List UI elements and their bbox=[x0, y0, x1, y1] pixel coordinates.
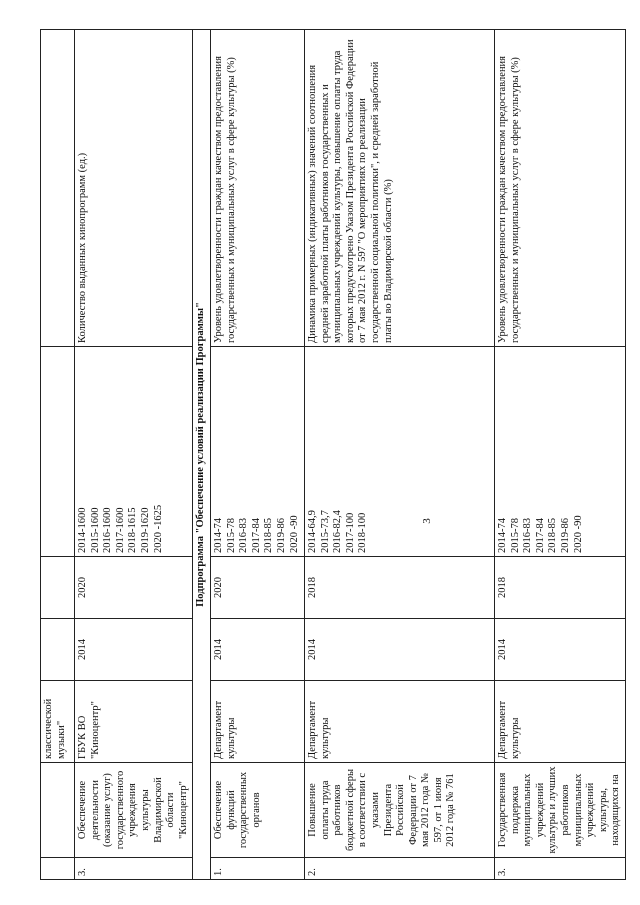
cell-indicator: Динамика примерных (индикативных) значений соотношения средней заработной платы работников государственных и муниципальных учреждений культуры, повышение оплаты труда которых предусмотрено Указом Президента Российской Федерации от 7 мая 2012 г. N 597 "О мероприятиях по реализации государственной социальной политики", и средней заработной платы во Владимирской области (%) bbox=[304, 30, 494, 347]
cell-start: 2014 bbox=[210, 619, 304, 681]
table-row-continued bbox=[41, 30, 75, 880]
cell-num bbox=[41, 858, 75, 880]
cell-indicator: Уровень удовлетворенности граждан качеством предоставления государственных и муниципальных услуг в сфере культуры (%) bbox=[210, 30, 304, 347]
value-line: 2020 -1625 bbox=[152, 504, 164, 553]
value-line: 2015-1600 bbox=[89, 507, 101, 553]
value-line: 2016-82,4 bbox=[332, 510, 344, 553]
cell-end: 2018 bbox=[494, 557, 625, 619]
value-line: 2019-86 bbox=[275, 518, 287, 553]
cell-end: 2018 bbox=[304, 557, 494, 619]
value-line: 2020 -90 bbox=[572, 515, 584, 553]
cell-values bbox=[41, 347, 75, 557]
value-line: 2018-1615 bbox=[127, 507, 139, 553]
table-row bbox=[494, 30, 625, 880]
cell-values bbox=[304, 347, 494, 557]
value-line: 2015-78 bbox=[509, 518, 521, 553]
program-table bbox=[40, 29, 626, 880]
cell-executor: Департамент культуры bbox=[210, 681, 304, 763]
cell-num: 1. bbox=[210, 858, 304, 880]
cell-executor: классической музыки" bbox=[41, 681, 75, 763]
value-line: 2015-78 bbox=[225, 518, 237, 553]
value-line: 2020 -90 bbox=[288, 515, 300, 553]
cell-start bbox=[41, 619, 75, 681]
cell-start: 2014 bbox=[75, 619, 193, 681]
cell-values bbox=[210, 347, 304, 557]
cell-name bbox=[41, 763, 75, 858]
value-line: 2018-85 bbox=[547, 518, 559, 553]
value-line: 2018-85 bbox=[263, 518, 275, 553]
cell-name: Обеспечение функций государственных органов bbox=[210, 763, 304, 858]
cell-executor: Департамент культуры bbox=[494, 681, 625, 763]
table-row bbox=[75, 30, 193, 880]
subprogram-row bbox=[193, 30, 211, 880]
cell-num: 3. bbox=[494, 858, 625, 880]
subprogram-title: Подпрограмма "Обеспечение условий реализации Программы" bbox=[193, 30, 211, 880]
value-line: 2014-64,9 bbox=[306, 510, 318, 553]
cell-num: 3. bbox=[75, 858, 193, 880]
value-line: 2017-84 bbox=[250, 518, 262, 553]
cell-end: 2020 bbox=[210, 557, 304, 619]
value-line: 2016-83 bbox=[522, 518, 534, 553]
cell-name: Государственная поддержка муниципальных учреждений культуры и лучших работников муниципальных учреждений культуры, находящихся на bbox=[494, 763, 625, 858]
value-line: 2017-1600 bbox=[114, 507, 126, 553]
cell-name: Обеспечение деятельности (оказание услуг) государственного учреждения культуры Владимирской области "Киноцентр" bbox=[75, 763, 193, 858]
value-line: 2016-1600 bbox=[102, 507, 114, 553]
cell-end bbox=[41, 557, 75, 619]
cell-indicator bbox=[41, 30, 75, 347]
cell-executor: Департамент культуры bbox=[304, 681, 494, 763]
value-line: 2014-1600 bbox=[77, 507, 88, 553]
cell-indicator: Уровень удовлетворенности граждан качеством предоставления государственных и муниципальных услуг в сфере культуры (%) bbox=[494, 30, 625, 347]
value-line: 2017-100 bbox=[344, 512, 356, 553]
cell-name: Повышение оплаты труда работников бюджетной сферы в соответствии с указами Президента Российской Федерации от 7 мая 2012 года № 597, от 1 июня 2012 года № 761 bbox=[304, 763, 494, 858]
cell-start: 2014 bbox=[494, 619, 625, 681]
value-line: 2015-73,7 bbox=[319, 510, 331, 553]
rotated-table-wrapper bbox=[40, 30, 622, 880]
value-line: 2019-86 bbox=[559, 518, 571, 553]
value-line: 2017-84 bbox=[534, 518, 546, 553]
value-line: 2014-74 bbox=[212, 518, 224, 553]
value-line: 2018-100 bbox=[357, 512, 369, 553]
cell-values bbox=[75, 347, 193, 557]
table-row bbox=[304, 30, 494, 880]
cell-indicator: Количество выданных кинопрограмм (ед.) bbox=[75, 30, 193, 347]
cell-values bbox=[494, 347, 625, 557]
table-row bbox=[210, 30, 304, 880]
cell-executor: ГБУК ВО "Киноцентр" bbox=[75, 681, 193, 763]
value-line: 2014-74 bbox=[496, 518, 508, 553]
value-line: 2016-83 bbox=[238, 518, 250, 553]
value-line: 2019-1620 bbox=[139, 507, 151, 553]
cell-num: 2. bbox=[304, 858, 494, 880]
cell-end: 2020 bbox=[75, 557, 193, 619]
cell-start: 2014 bbox=[304, 619, 494, 681]
page-number: 3 bbox=[421, 518, 433, 524]
